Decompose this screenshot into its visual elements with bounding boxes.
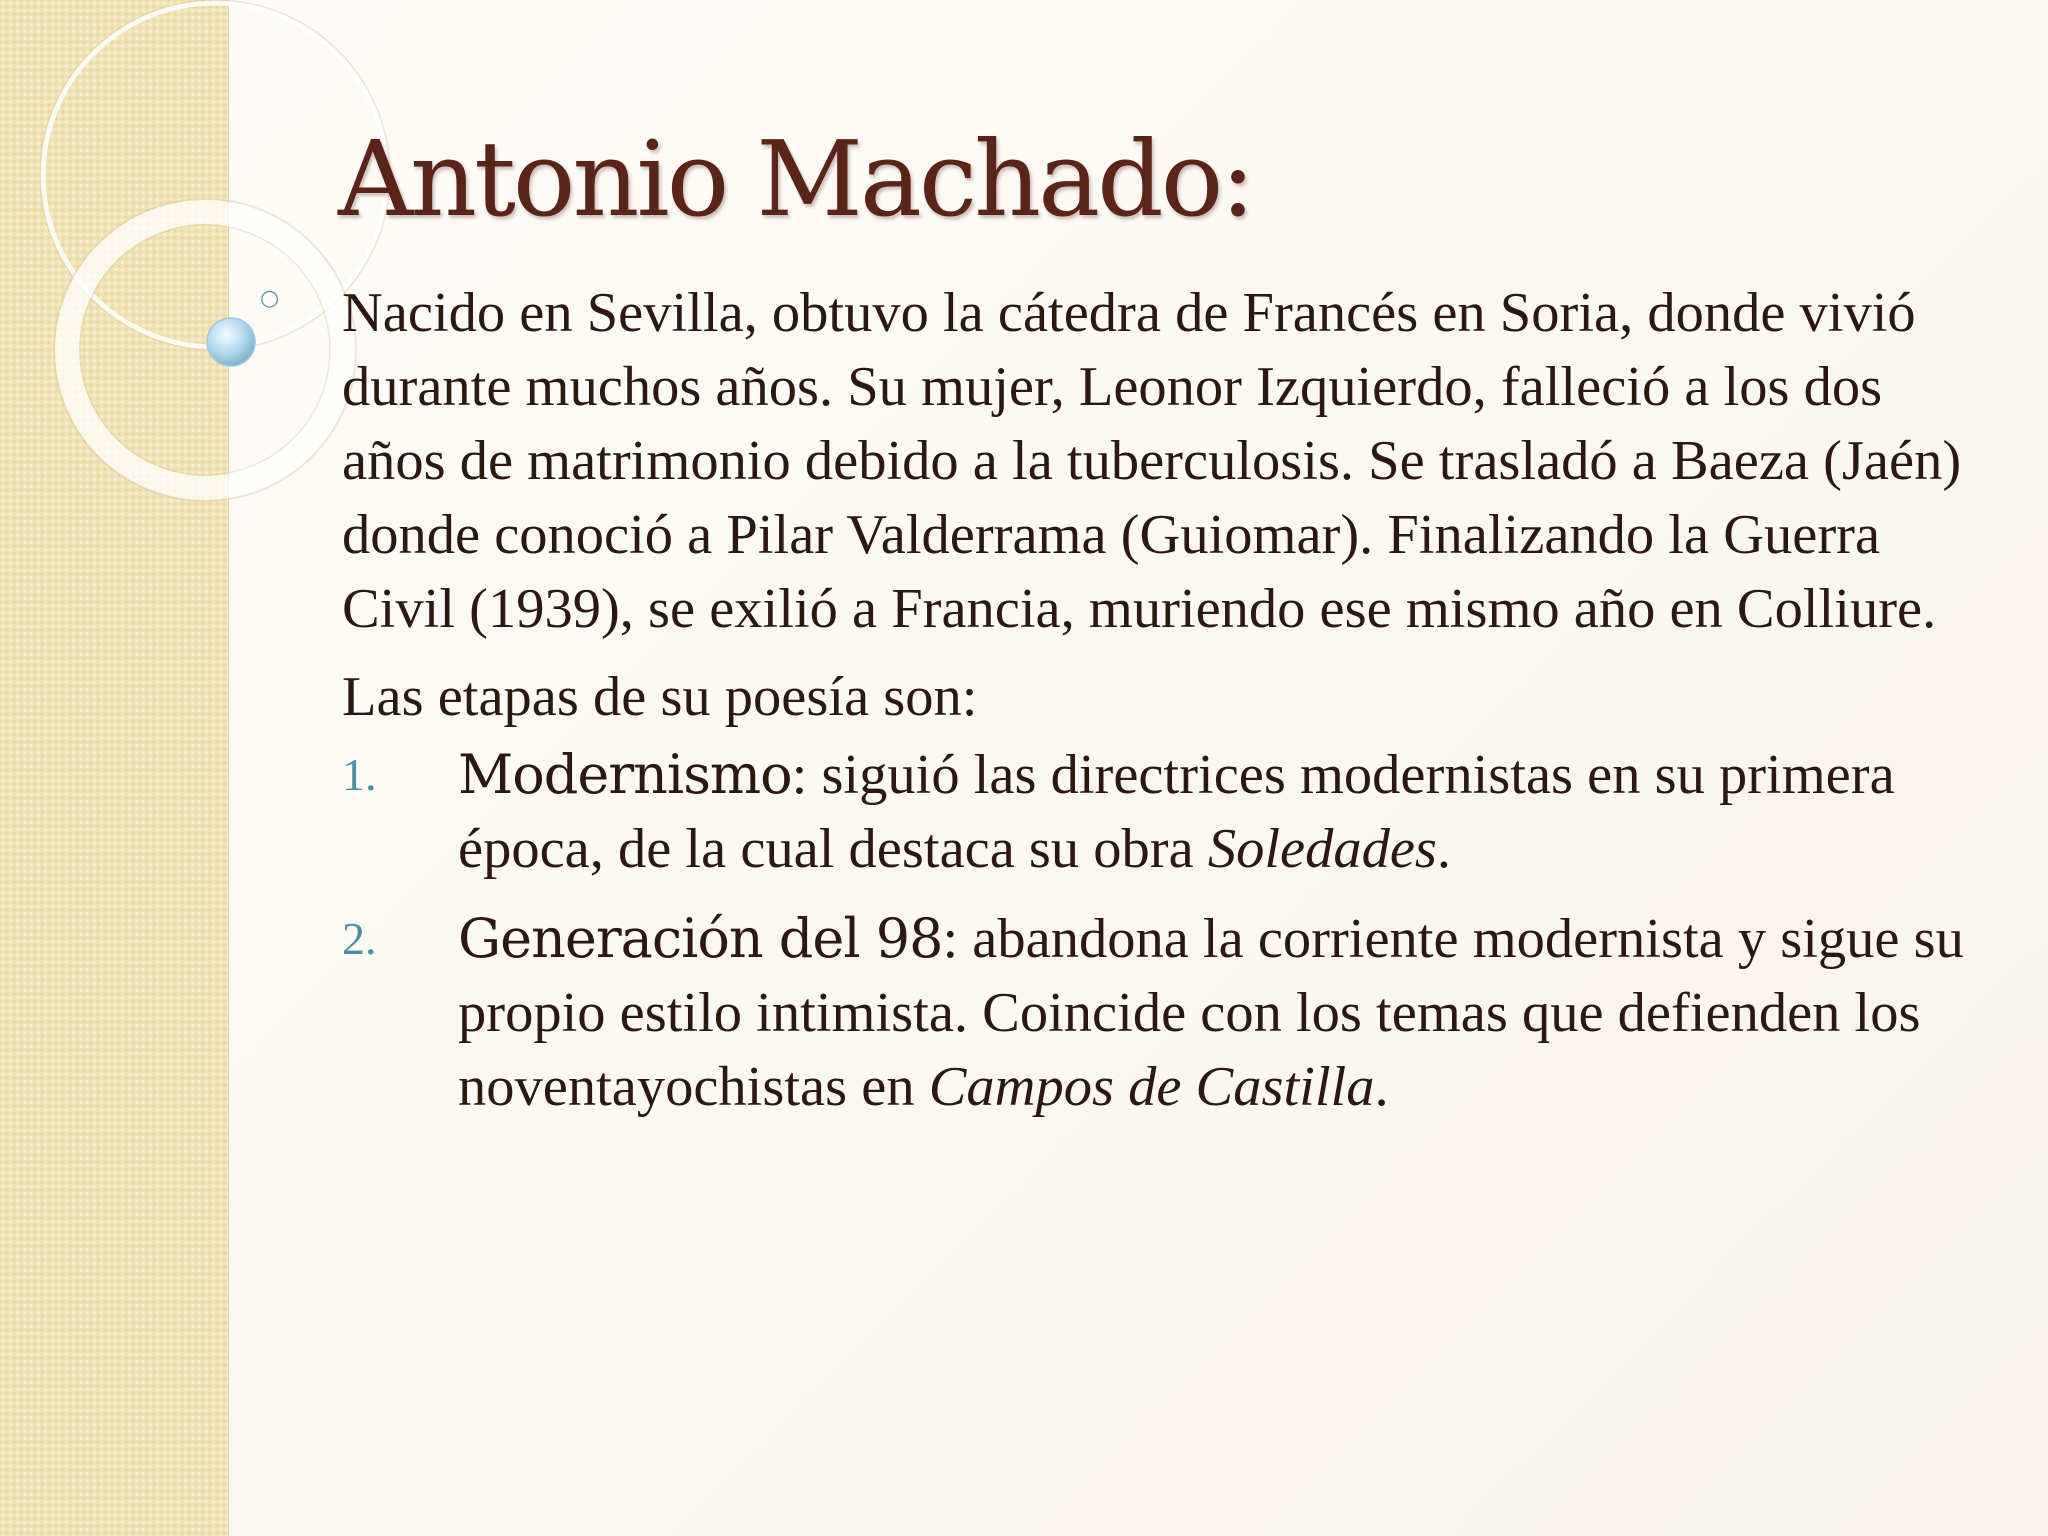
stage-term: Modernismo — [458, 743, 792, 806]
stages-intro: Las etapas de su poesía son: — [342, 666, 978, 728]
list-number: 2. — [342, 913, 377, 964]
work-title: Campos de Castilla — [928, 1056, 1375, 1118]
stage-description: : siguió las directrices modernistas en su primera época, de la cual destaca su obra — [458, 744, 1895, 880]
slide-title: Antonio Machado: — [338, 118, 1253, 240]
stage-end: . — [1374, 1056, 1389, 1118]
biography-text: Nacido en Sevilla, obtuvo la cátedra de Francés en Soria, donde vivió durante muchos años. Su mujer, Leonor Izquierdo, falleció a los dos años de matrimonio debido a la tuberculosis. Se trasladó a Baeza (Jaén) donde conoció a Pilar Valderrama (Guiomar). Finalizando la Guerra Civil (1939), se exilió a Francia, muriendo ese mismo año en Colliure. — [342, 282, 1962, 640]
stage-term: Generación del 98 — [458, 907, 943, 970]
list-item — [342, 902, 1982, 1124]
stage-end: . — [1436, 818, 1452, 880]
work-title: Soledades — [1207, 818, 1437, 880]
list-item — [342, 738, 1982, 886]
bubble-icon — [207, 318, 255, 366]
list-number: 1. — [342, 749, 377, 800]
slide-body — [260, 276, 1982, 1140]
stage-description: : abandona la corriente modernista y sigue su propio estilo intimista. Coincide con los temas que defienden los noventayochistas en — [458, 908, 1964, 1118]
stages-list — [342, 738, 1982, 1124]
biography-paragraph — [260, 276, 1982, 646]
hollow-circle-bullet-icon: ○ — [260, 286, 280, 311]
